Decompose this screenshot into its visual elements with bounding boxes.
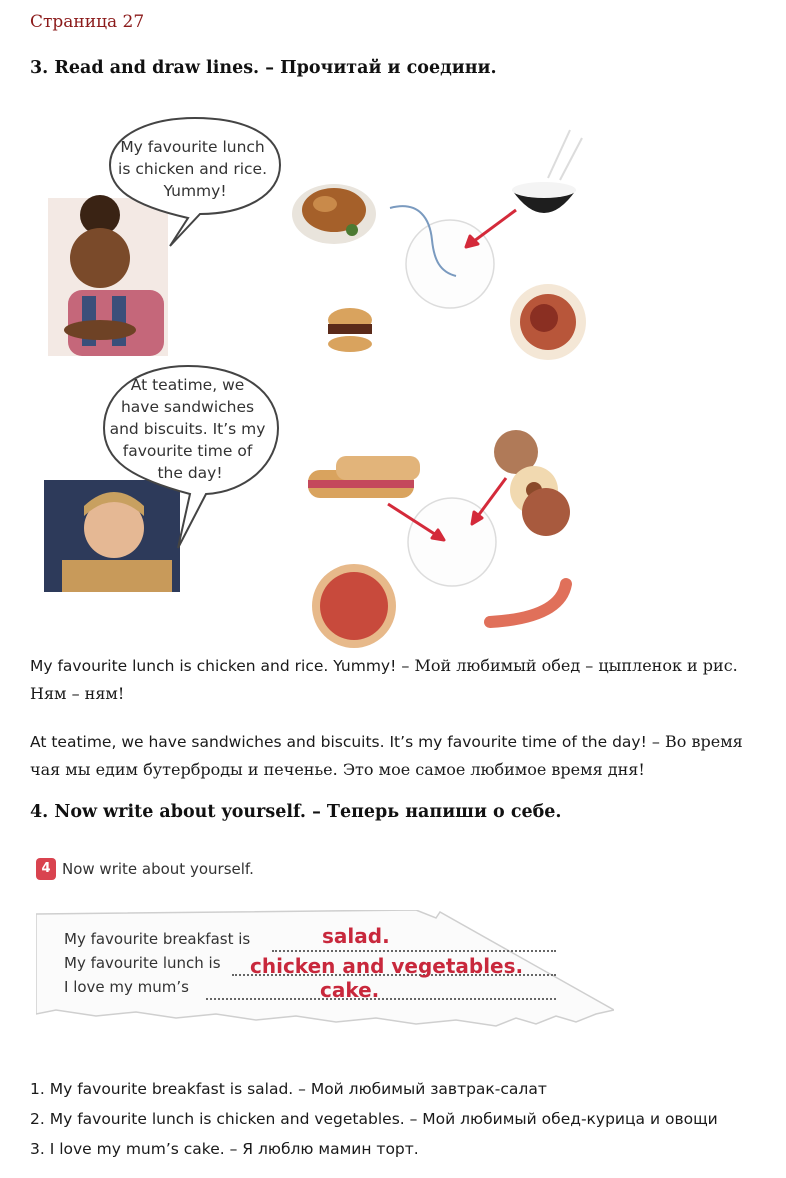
bubble2-line: At teatime, we — [130, 376, 245, 394]
line2-en: At teatime, we have sandwiches and biscuits. It’s my favourite time of the day! — [30, 733, 647, 751]
line1-ru: – Мой любимый обед – цыпленок и рис. Ням – ням! — [30, 656, 738, 703]
translation-3: 3. I love my mum’s cake. – Я люблю мамин торт. — [30, 1140, 419, 1158]
bubble2-line: and biscuits. It’s my — [109, 420, 266, 438]
task3-translation-2 — [30, 728, 750, 784]
prompt-breakfast: My favourite breakfast is — [64, 930, 251, 948]
task4-translations — [30, 1074, 718, 1164]
bubble1-line: is chicken and rice. — [118, 160, 268, 178]
plate-1 — [390, 206, 494, 308]
prompt-mum: I love my mum’s — [64, 978, 189, 996]
sandwich-picture — [308, 456, 420, 498]
answer-breakfast: salad. — [322, 924, 390, 948]
line2-ru: – Во время чая мы едим бутерброды и печенье. Это мое самое любимое время дня! — [30, 732, 743, 779]
boy-photo — [44, 480, 180, 592]
answer-lunch: chicken and vegetables. — [250, 954, 524, 978]
pizza-picture — [312, 564, 396, 648]
bubble1-line: Yummy! — [163, 182, 227, 200]
rice-bowl-picture — [512, 130, 582, 213]
prompt-lunch: My favourite lunch is — [64, 954, 221, 972]
task4-heading: 4. Now write about yourself. – Теперь напиши о себе. — [30, 802, 562, 822]
answer-line — [206, 998, 556, 1000]
page-label: Страница 27 — [30, 12, 145, 32]
answer-mum: cake. — [320, 978, 380, 1002]
task3-translation-1 — [30, 652, 750, 708]
biscuits-picture — [494, 430, 570, 536]
task3-heading: 3. Read and draw lines. – Прочитай и соедини. — [30, 58, 497, 78]
exercise-number-badge: 4 — [36, 858, 56, 880]
bubble2-line: favourite time of — [122, 442, 253, 460]
chicken-picture — [292, 184, 376, 244]
line1-en: My favourite lunch is chicken and rice. Yummy! — [30, 657, 397, 675]
spaghetti-picture — [510, 284, 586, 360]
bubble2-line: the day! — [157, 464, 223, 482]
answer-line — [272, 950, 556, 952]
exercise-title: Now write about yourself. — [62, 860, 254, 878]
sausage-picture — [490, 584, 566, 622]
girl-photo — [48, 195, 168, 356]
bubble2-line: have sandwiches — [120, 398, 255, 416]
translation-2: 2. My favourite lunch is chicken and vegetables. – Мой любимый обед-курица и овощи — [30, 1110, 718, 1128]
bubble1-line: My favourite lunch — [120, 138, 265, 156]
translation-1: 1. My favourite breakfast is salad. – Мой любимый завтрак-салат — [30, 1080, 547, 1098]
burger-picture — [328, 308, 372, 352]
torn-paper-sheet — [36, 910, 614, 1028]
task4-book-header — [36, 858, 254, 880]
